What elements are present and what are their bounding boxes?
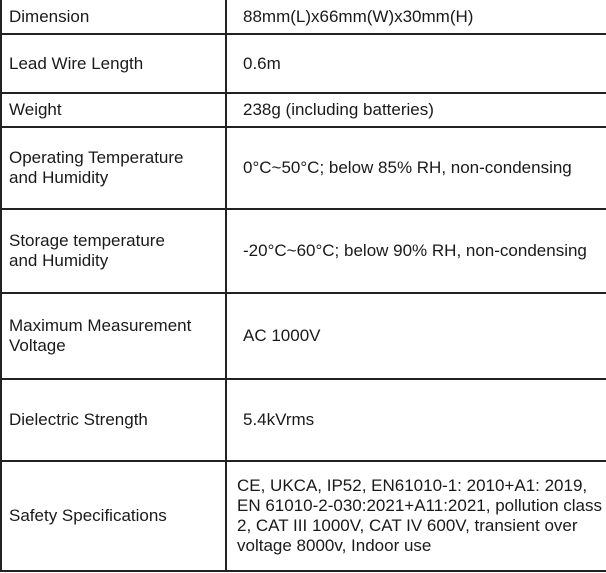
spec-label: Storage temperature and Humidity bbox=[1, 209, 226, 293]
table-row bbox=[1, 34, 606, 93]
spec-value: 88mm(L)x66mm(W)x30mm(H) bbox=[226, 0, 606, 34]
table-row bbox=[1, 127, 606, 209]
spec-value: CE, UKCA, IP52, EN61010-1: 2010+A1: 2019, EN 61010-2-030:2021+A11:2021, pollution class 2, CAT III 1000V, CAT IV 600V, transient over voltage 8000v, Indoor use bbox=[226, 461, 606, 571]
spec-value: 238g (including batteries) bbox=[226, 93, 606, 127]
table-row bbox=[1, 93, 606, 127]
spec-label: Dielectric Strength bbox=[1, 379, 226, 461]
spec-value: 5.4kVrms bbox=[226, 379, 606, 461]
spec-value: 0°C~50°C; below 85% RH, non-condensing bbox=[226, 127, 606, 209]
spec-value: 0.6m bbox=[226, 34, 606, 93]
spec-label: Weight bbox=[1, 93, 226, 127]
table-row bbox=[1, 209, 606, 293]
table-row bbox=[1, 0, 606, 34]
spec-value: AC 1000V bbox=[226, 293, 606, 379]
spec-label: Lead Wire Length bbox=[1, 34, 226, 93]
spec-label: Operating Temperature and Humidity bbox=[1, 127, 226, 209]
spec-label: Maximum Measurement Voltage bbox=[1, 293, 226, 379]
table-row bbox=[1, 461, 606, 571]
spec-label: Dimension bbox=[1, 0, 226, 34]
table-row bbox=[1, 293, 606, 379]
spec-label: Safety Specifications bbox=[1, 461, 226, 571]
spec-value: -20°C~60°C; below 90% RH, non-condensing bbox=[226, 209, 606, 293]
table-row bbox=[1, 379, 606, 461]
